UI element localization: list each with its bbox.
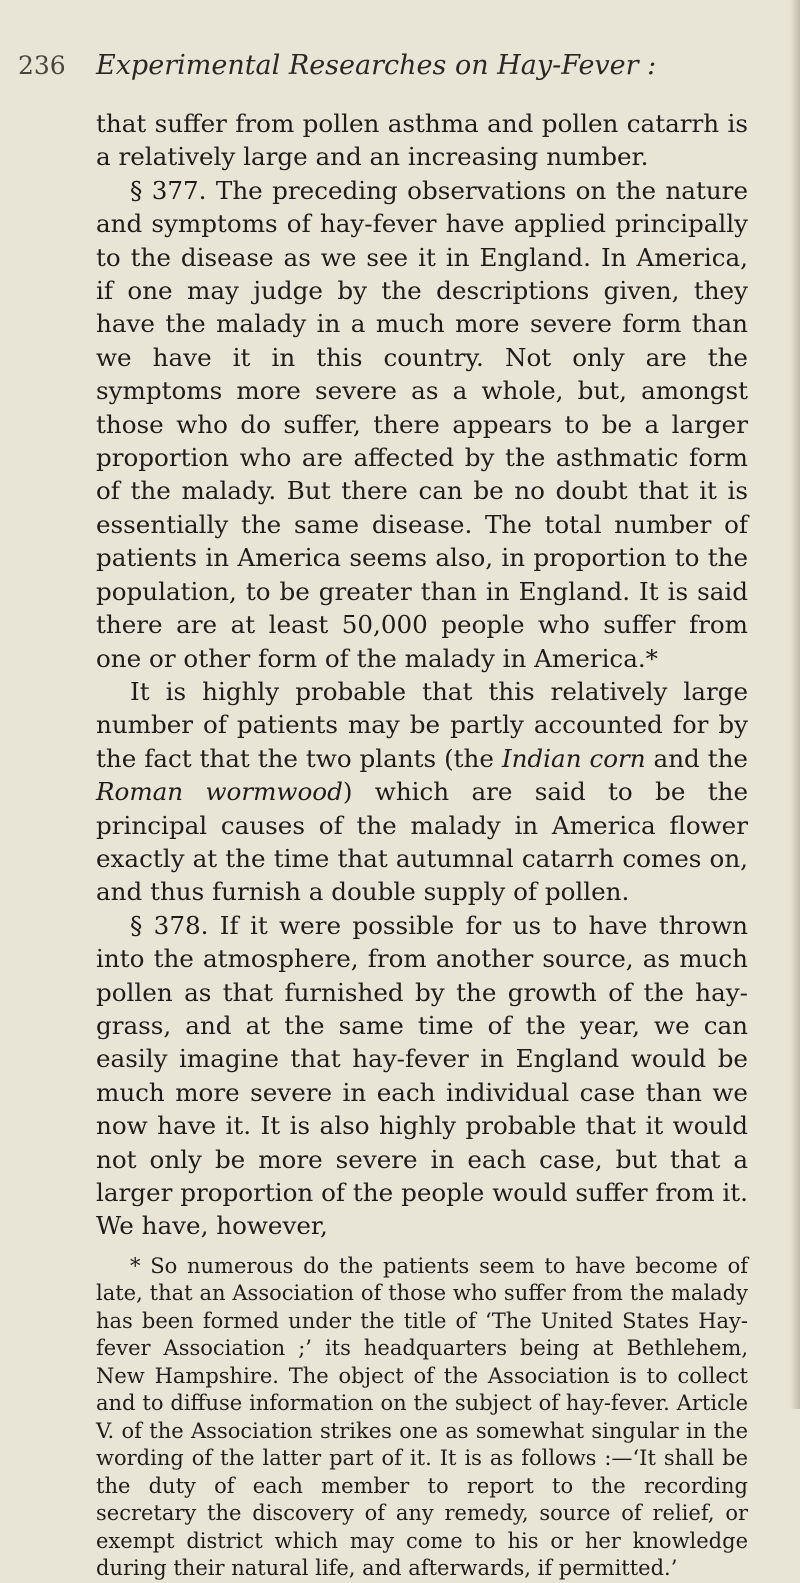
footnote bbox=[96, 1253, 748, 1583]
italic-text: Indian corn bbox=[501, 743, 646, 773]
paragraph bbox=[96, 909, 748, 1243]
paragraph-text: § 377. The preceding observations on the nature and symptoms of hay-fever have applied principally to the disease as we see it in England. In America, if one may judge by the descriptions given, they have the malady in a much more severe form than we have it in this country. Not only are the symptoms more severe as a whole, but, amongst those who do suffer, there appears to be a larger proportion who are affected by the asthmatic form of the malady. But there can be no doubt that it is essentially the same disease. The total number of patients in America seems also, in proportion to the population, to be greater than in England. It is said there are at least 50,000 people who suffer from one or other form of the malady in America.* bbox=[96, 175, 748, 673]
paragraph bbox=[96, 174, 748, 675]
running-head bbox=[18, 50, 748, 92]
paragraph bbox=[96, 107, 748, 174]
page-edge-shadow bbox=[790, 0, 800, 1409]
paragraph-text: that suffer from pollen asthma and pollen catarrh is a relatively large and an increasing number. bbox=[96, 109, 748, 172]
paragraph-text: ) which are said to be the principal causes of the malady in America flower exactly at the time that autumnal catarrh comes on, and thus furnish a double supply of pollen. bbox=[96, 777, 748, 907]
page-number: 236 bbox=[18, 51, 66, 80]
paragraph-text: It is highly probable that this relatively large number of patients may be partly accounted for by the fact that the two plants (the bbox=[96, 676, 748, 773]
body-text bbox=[96, 107, 748, 1243]
paragraph-text: § 378. If it were possible for us to have thrown into the atmosphere, from another source, as much pollen as that furnished by the growth of the hay-grass, and at the same time of the year, we can easily imagine that hay-fever in England would be much more severe in each individual case than we now have it. It is also highly probable that it would not only be more severe in each case, but that a larger proportion of the people would suffer from it. We have, however, bbox=[96, 910, 748, 1241]
running-title: Experimental Researches on Hay-Fever : bbox=[96, 50, 657, 81]
paragraph bbox=[96, 675, 748, 909]
footnote-text: * So numerous do the patients seem to have become of late, that an Association of those who suffer from the malady has been formed under the title of ‘The United States Hay-fever Association ;’ its headquarters being at Bethlehem, New Hampshire. The object of the Association is to collect and to diffuse information on the subject of hay-fever. Article V. of the Association strikes one as somewhat singular in the wording of the latter part of it. It is as follows :—‘It shall be the duty of each member to report to the recording secretary the discovery of any remedy, source of relief, or exempt district which may come to his or her knowledge during their natural life, and afterwards, if permitted.’ bbox=[96, 1253, 748, 1581]
paragraph-text: and the bbox=[645, 743, 748, 773]
italic-text: Roman wormwood bbox=[96, 777, 343, 807]
